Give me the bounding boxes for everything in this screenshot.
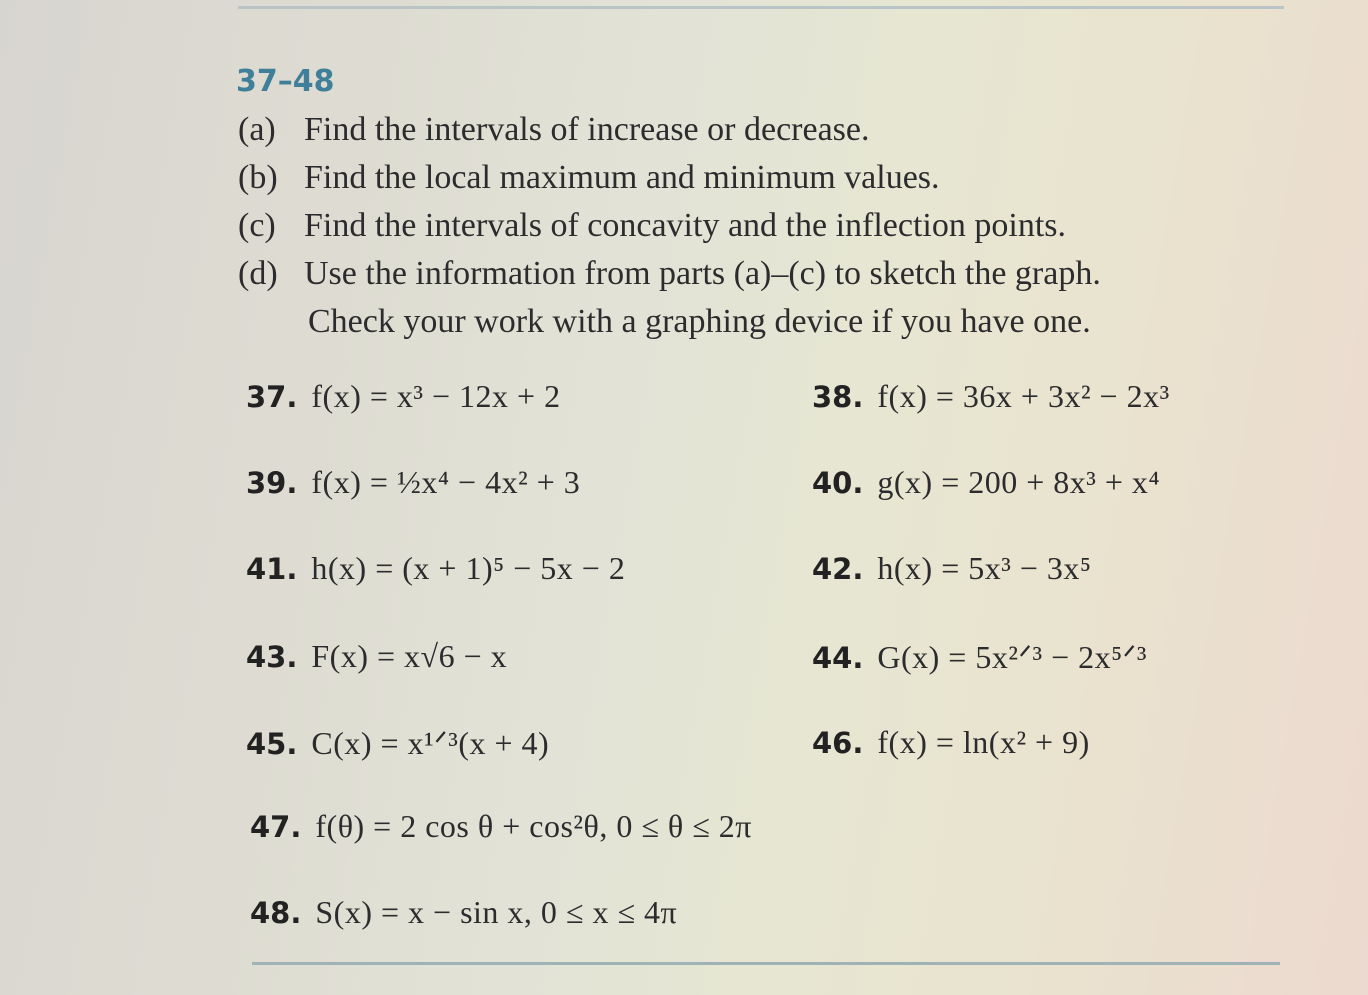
problem-expression: f(θ) = 2 cos θ + cos²θ, 0 ≤ θ ≤ 2π: [315, 808, 752, 844]
problem-expression: g(x) = 200 + 8x³ + x⁴: [877, 464, 1161, 500]
problem-44: [812, 638, 1147, 676]
problem-number: 45.: [246, 727, 298, 761]
problem-expression: f(x) = ½x⁴ − 4x² + 3: [311, 464, 581, 500]
problem-expression: G(x) = 5x²ᐟ³ − 2x⁵ᐟ³: [877, 639, 1147, 675]
instruction-c: [238, 202, 1101, 250]
problem-expression: S(x) = x − sin x, 0 ≤ x ≤ 4π: [315, 894, 678, 930]
problem-42: [812, 550, 1092, 587]
problem-number: 37.: [246, 380, 298, 414]
problem-number: 39.: [246, 466, 298, 500]
instruction-text: Find the intervals of concavity and the inflection points.: [304, 207, 1066, 244]
problem-expression: f(x) = ln(x² + 9): [877, 724, 1090, 760]
instruction-text: Find the intervals of increase or decrease.: [304, 111, 870, 148]
problem-46: [812, 724, 1090, 761]
problem-39: [246, 464, 580, 501]
instruction-label: (b): [238, 159, 278, 196]
problem-expression: f(x) = 36x + 3x² − 2x³: [877, 378, 1170, 414]
problem-number: 38.: [812, 380, 864, 414]
problem-41: [246, 550, 625, 587]
instruction-d: [238, 250, 1101, 298]
problem-expression: h(x) = 5x³ − 3x⁵: [877, 550, 1092, 586]
problem-43: [246, 638, 507, 675]
problem-number: 41.: [246, 552, 298, 586]
problem-number: 46.: [812, 726, 864, 760]
problem-expression: F(x) = x√6 − x: [311, 638, 508, 674]
instruction-text: Find the local maximum and minimum values.: [304, 159, 940, 196]
problem-expression: f(x) = x³ − 12x + 2: [311, 378, 561, 414]
problem-expression: C(x) = x¹ᐟ³(x + 4): [311, 725, 550, 761]
problem-38: [812, 378, 1170, 415]
top-divider: [238, 6, 1284, 9]
problem-number: 43.: [246, 640, 298, 674]
instruction-a: [238, 106, 1101, 154]
instruction-label: (a): [238, 111, 276, 148]
problem-number: 44.: [812, 641, 864, 675]
problem-37: [246, 378, 561, 415]
instruction-text: Use the information from parts (a)–(c) to sketch the graph.: [304, 255, 1101, 292]
instruction-label: (d): [238, 255, 278, 292]
problem-45: [246, 724, 549, 762]
bottom-divider: [252, 962, 1280, 965]
problem-number: 42.: [812, 552, 864, 586]
problem-expression: h(x) = (x + 1)⁵ − 5x − 2: [311, 550, 626, 586]
problem-number: 40.: [812, 466, 864, 500]
problem-48: [250, 894, 677, 931]
instruction-continuation: Check your work with a graphing device if you have one.: [308, 303, 1091, 340]
instructions: [238, 106, 1101, 346]
exercise-range-heading: 37–48: [236, 64, 335, 99]
instruction-b: [238, 154, 1101, 202]
instruction-label: (c): [238, 207, 276, 244]
problem-40: [812, 464, 1160, 501]
problem-47: [250, 808, 752, 845]
problem-number: 47.: [250, 810, 302, 844]
problem-number: 48.: [250, 896, 302, 930]
